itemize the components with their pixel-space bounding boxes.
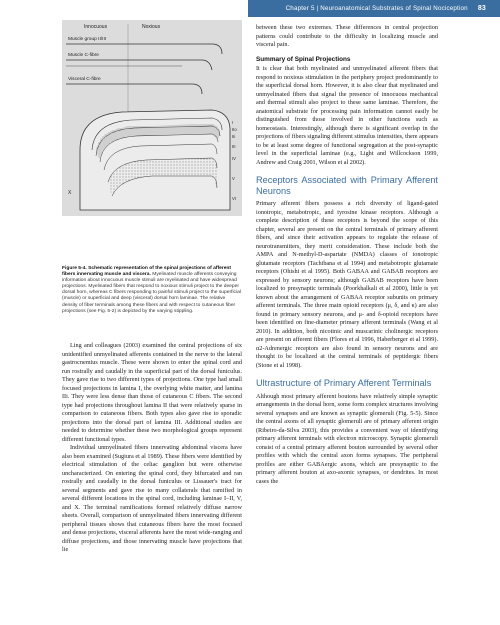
innocuous-label: Innocuous bbox=[84, 24, 108, 30]
ultrastructure-paragraph: Although most primary afferent boutons have relatively simple synaptic arrangements in the dorsal horn, some form complex structures involving several synapses and are known as synaptic glomeruli (Fig. 5-5). Since the central axons of all synaptic glomeruli are of primary afferent origin (Ribeiro-da-Silva 2003), this provides a convenient way of identifying primary afferent terminals with electron microscopy. Synaptic glomeruli consist of a central primary afferent bouton surrounded by several other profiles with which the central axon forms synapses. The peripheral profiles are either GABAergic axons, which are presynaptic to the primary afferent bouton at axo-axonic synapses, or dendrites. In most cases the bbox=[256, 392, 438, 485]
chapter-label: Chapter 5 bbox=[285, 5, 315, 12]
summary-paragraph: It is clear that both myelinated and unmyelinated afferent fibers that respond to noxious stimulation in the periphery project predominantly to the superficial dorsal horn. However, it is also clear that myelinated and unmyelinated fibers that signal the presence of innocuous mechanical and thermal stimuli also project to these same laminae. Therefore, the anatomical substrate for processing pain information cannot easily be distinguished from those involved in other functions such as homeostasis. Interestingly, although there is significant overlap in the projections of fibers signaling different stimulus intensities, there appears to be at least some degree of functional segregation at the post-synaptic level in the superficial laminae (e.g., Light and Willcockson 1999, Andrew and Craig 2001, Wilson et al 2002). bbox=[256, 65, 438, 166]
ultrastructure-heading: Ultrastructure of Primary Afferent Terminals bbox=[256, 378, 432, 388]
right-intro-paragraph: between these two extremes. These differences in central projection patterns could contribute to the difficulty in localizing muscle and visceral pain. bbox=[256, 24, 438, 48]
noxious-label: Noxious bbox=[142, 24, 161, 30]
summary-heading: Summary of Spinal Projections bbox=[256, 55, 351, 63]
spinal-projection-diagram bbox=[62, 20, 242, 216]
caption-body: Myelinated muscle afferents conveying information about innocuous muscle stimuli are myelinated and have widespread projections. Myelinated fibers that respond to noxious stimuli project to the deeper dorsal horn, whereas C fibers responding to painful stimuli project to the superficial (muscle) or superficial and deep (visceral) dorsal horn laminae. The relative density of fiber terminals among these fibers and with respect to cutaneous fiber projections (see Fig. 5-2) is depicted by the varying stippling. bbox=[62, 272, 241, 314]
header-separator: | bbox=[316, 5, 319, 12]
lamina-label-X: X bbox=[68, 190, 72, 196]
receptors-paragraph: Primary afferent fibers possess a rich diversity of ligand-gated ionotropic, metabotropic, and tyrosine kinase receptors. Although a complete description of these receptors is beyond the scope of this chapter, several are present on the central terminals of primary afferent fibers, and since their activation appears to regulate the release of neurotransmitters, they merit consideration. These include both the AMPA and N-methyl-D-aspartate (NMDA) classes of ionotropic glutamate receptors (Tachibana et al 1994) and metabotropic glutamate receptors (Ohishi et al 1995). Both GABAA and GABAB receptors are expressed by sensory neurons; although GABAB receptors have been localized to presynaptic terminals (Poorkhalkali et al 2000), little is yet known about the arrangement of GABAA receptor subunits on primary afferent terminals. The three main opioid receptors (μ, δ, and κ) are also found in primary sensory neurons, and μ- and δ-opioid receptors have been identified on fine-diameter primary afferent terminals (Wang et al 2010). In addition, both nicotinic and muscarinic cholinergic receptors are present on afferent fibers (Flores et al 1996, Haberberger et al 1999). α2-Adrenergic receptors are also found in sensory neurons and are thought to be localized at the central terminals of peptidergic fibers (Stone et al 1998). bbox=[256, 200, 438, 369]
lamina-label-VI: VI bbox=[232, 196, 236, 201]
page-number: 83 bbox=[477, 5, 486, 12]
lamina-label-I: I bbox=[232, 120, 234, 125]
caption-bold-text: Schematic representation of the spinal projections of afferent fibers innervating muscle and viscera. bbox=[62, 266, 232, 278]
lamina-label-V: V bbox=[232, 176, 235, 181]
caption-title: Figure 5-4. bbox=[62, 266, 87, 271]
chapter-title: Neuroanatomical Substrates of Spinal Nociception bbox=[320, 5, 468, 12]
lamina-label-IIi: IIi bbox=[232, 134, 236, 139]
muscle-group-label: Muscle group II/III bbox=[68, 37, 107, 42]
running-header bbox=[248, 0, 500, 17]
receptors-heading: Receptors Associated with Primary Afferent Neurons bbox=[256, 175, 438, 196]
visceral-c-label: Visceral C-fibre bbox=[68, 77, 101, 82]
left-column bbox=[62, 342, 242, 555]
figure-5-4 bbox=[62, 20, 242, 216]
lamina-label-IIo: IIo bbox=[232, 127, 237, 132]
lamina-label-III: III bbox=[232, 144, 236, 149]
figure-caption bbox=[62, 266, 242, 315]
left-paragraph-2: Individual unmyelinated fibers innervating abdominal viscera have also been examined (Sugiura et al 1989). These fibers were identified by electrical stimulation of the celiac ganglion but were otherwise uncharacterized. On entering the spinal cord, they bifurcated and ran rostrally and caudally in the dorsal funiculus or Lissauer's tract for several segments and gave rise to many collaterals that ramified in several different locations in the spinal cord, including laminae I–II, V, and X. The terminal ramifications formed relatively diffuse narrow sheets. Overall, comparison of unmyelinated fibers innervating different peripheral tissues shows that cutaneous fibers have the most focused and dense projections, visceral afferents have the most wide-ranging and diffuse projections, and those innervating muscle have projections that lie bbox=[62, 444, 242, 553]
lamina-label-IV: IV bbox=[232, 156, 236, 161]
left-paragraph-1: Ling and colleagues (2003) examined the central projections of six unidentified unmyelinated afferents contained in the nerve to the lateral gastrocnemius muscle. These were shown to enter the spinal cord and run rostrally and caudally in the superficial part of the dorsal funiculus. They gave rise to two different types of projections. One type had small focused projections in lamina I, the overlying white matter, and lamina IIi. They were less dense than those of cutaneous C fibers. The second type had projections throughout lamina II that were relatively sparse in comparison to cutaneous fibers. Both types also gave rise to sporadic projections into the dorsal part of lamina III. Additional studies are needed to determine whether these two morphological groups represent different functional types. bbox=[62, 342, 242, 443]
right-column bbox=[256, 24, 438, 486]
muscle-c-label: Muscle C-fibre bbox=[68, 53, 99, 58]
